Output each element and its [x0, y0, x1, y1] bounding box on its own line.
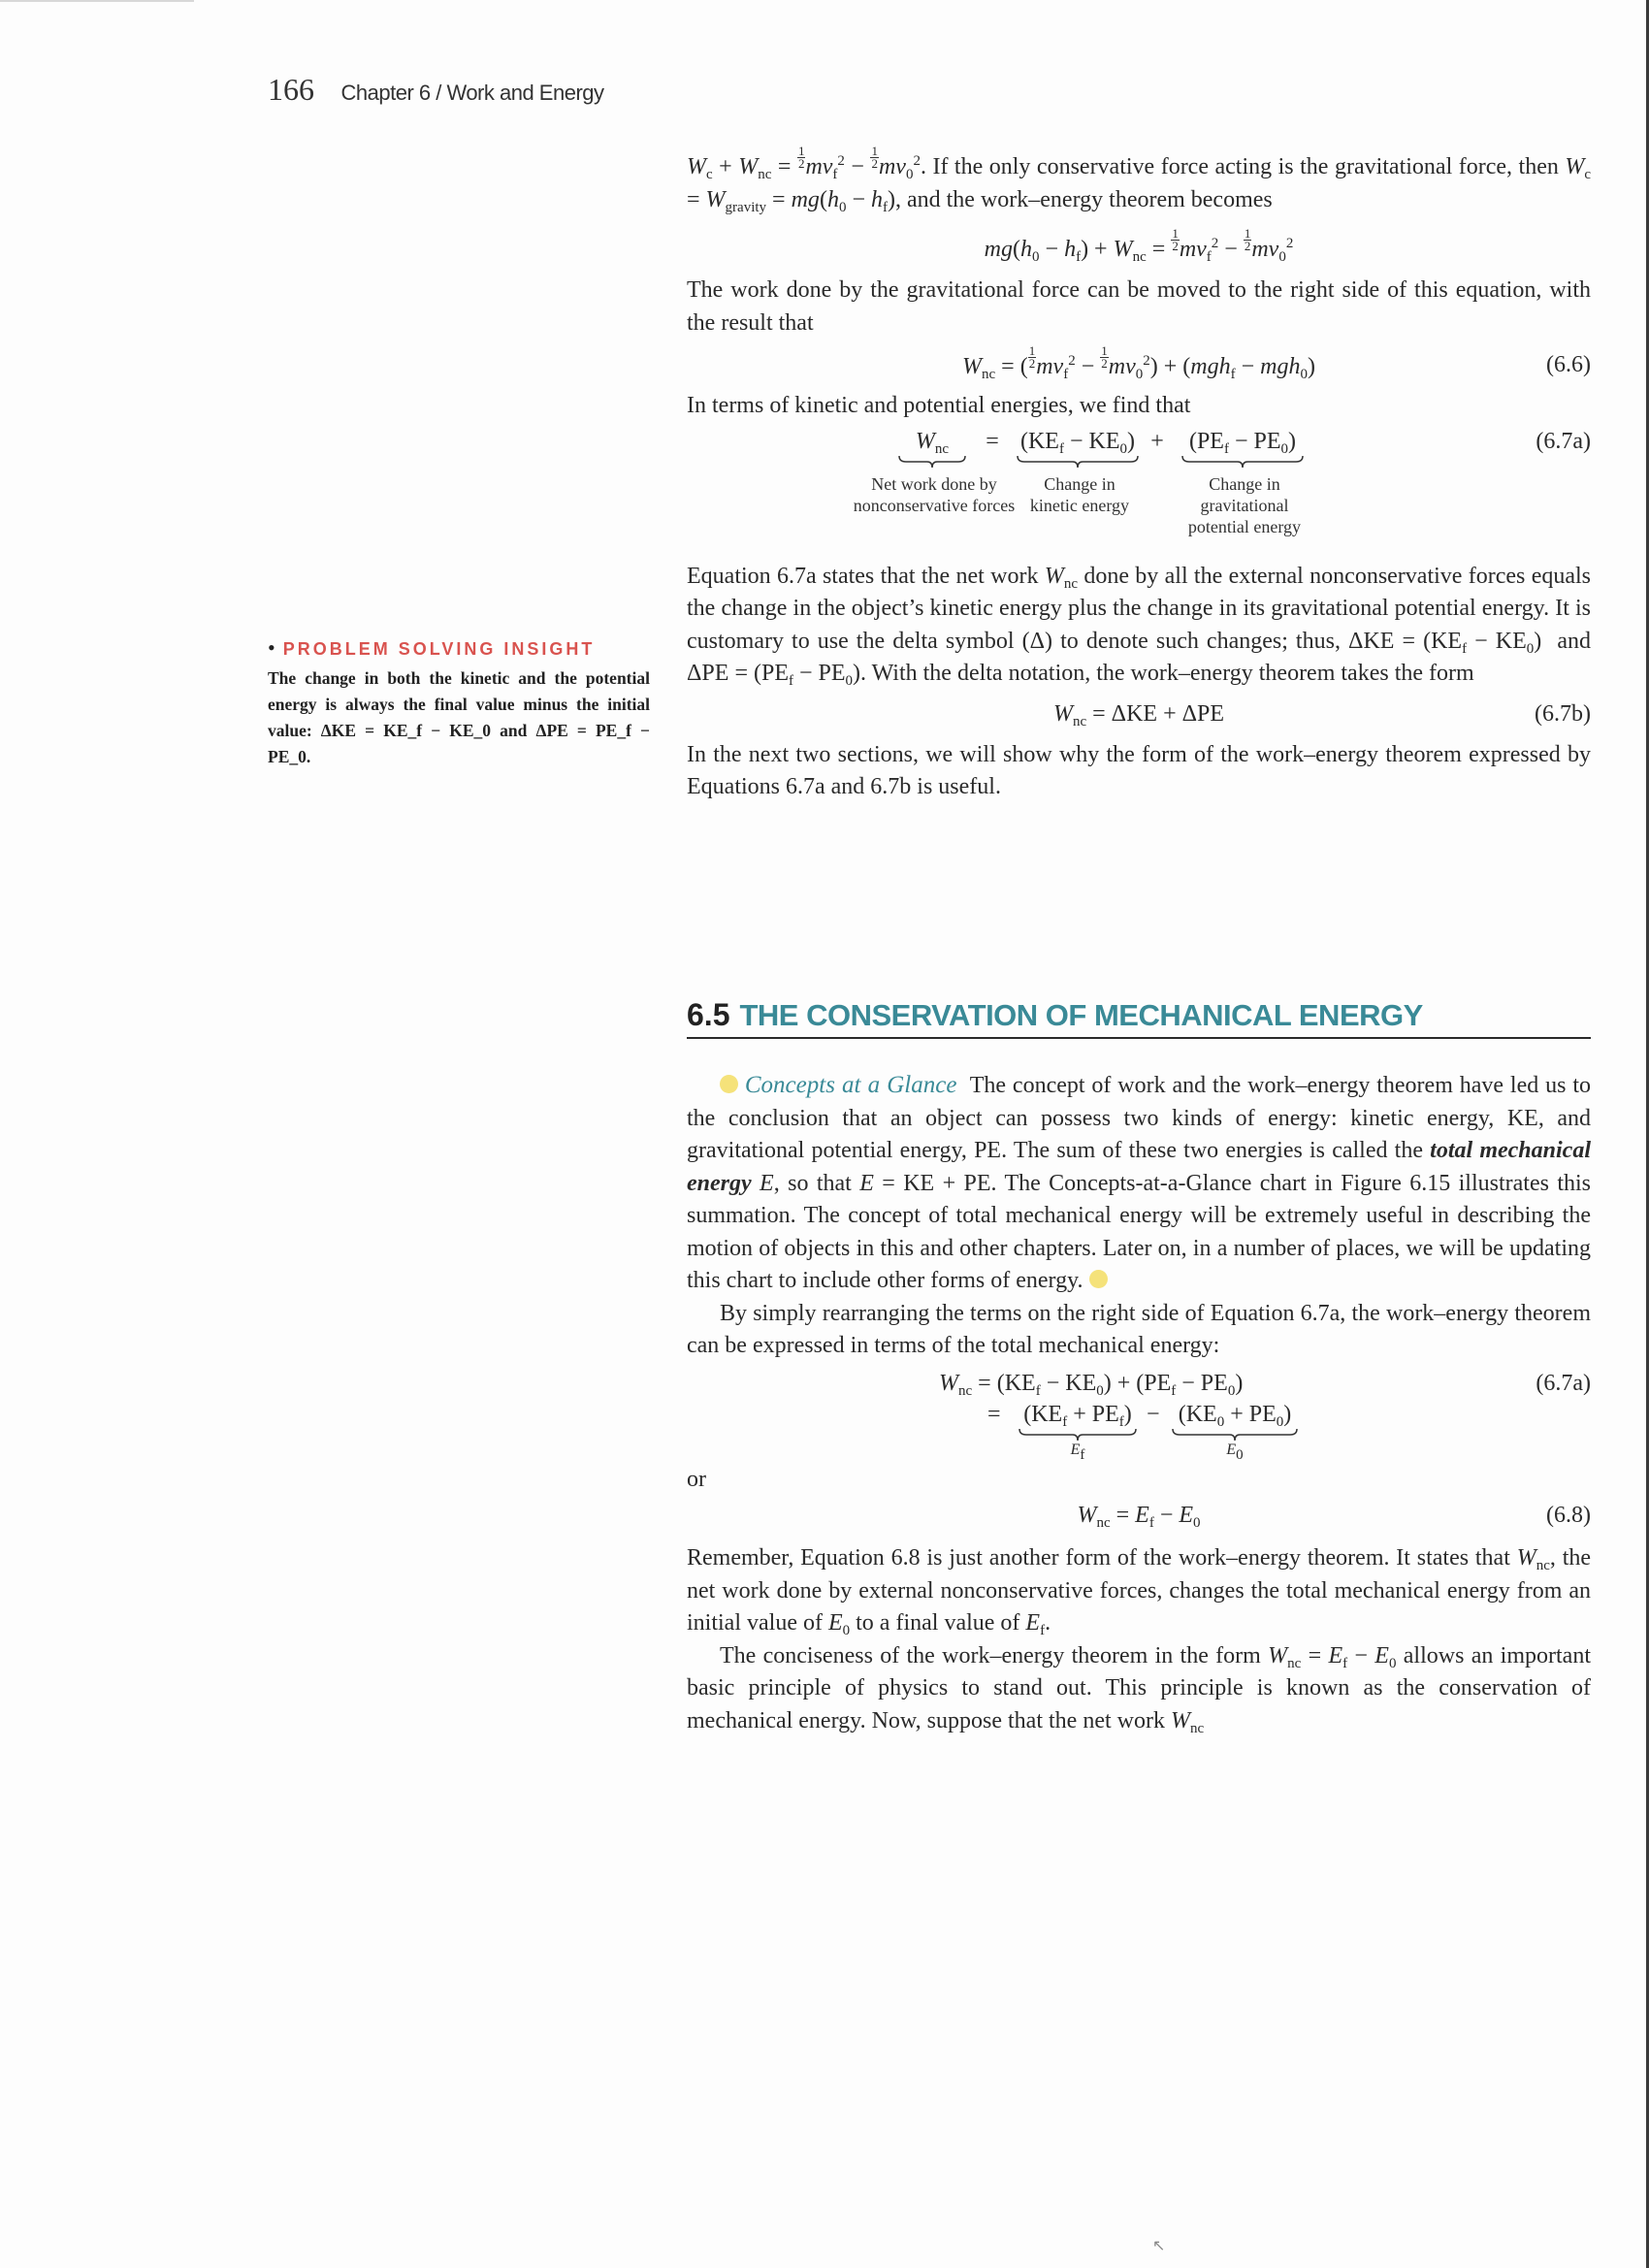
chapter-title: Chapter 6 / Work and Energy — [340, 81, 604, 105]
section-title: THE CONSERVATION OF MECHANICAL ENERGY — [739, 998, 1423, 1032]
p6-text-c: The Concepts-at-a-Glance chart in Figure 6.15 illustrates this summation. The concept of total mechanical energy will be extremely useful in describing the motion of objects in this and other chapters. Later on, in a number of places, we will be updating this chart to include other forms of energy. — [687, 1170, 1592, 1293]
p4-text-a: Equation 6.7a states that the net work — [687, 563, 1039, 589]
p9-text-b: allows an important basic principle of physics to stand out. This principle is known as the conservation of mechanical energy. Now, suppose that the net work — [687, 1642, 1592, 1733]
term-delta-pe: $(PE_f - PE_0)$ — [1181, 429, 1304, 469]
p6-text-a: The concept of work and the work–energy theorem have led us to the conclusion that an object can possess two kinds of energy: kinetic energy, KE, and gravitational potential energy, PE. The sum of these two energies is called the — [687, 1073, 1591, 1163]
term-wnc: $W_{nc}$ — [898, 429, 966, 469]
paragraph-7: By simply rearranging the terms on the right side of Equation 6.7a, the work–energy theorem can be expressed in terms of the total mechanical energy: — [687, 1300, 1591, 1358]
p9-text-a: The conciseness of the work–energy theorem in the form — [720, 1642, 1261, 1669]
insight-heading — [268, 635, 650, 661]
p6-text-b: so that — [788, 1170, 852, 1196]
insight-title: PROBLEM SOLVING INSIGHT — [282, 639, 596, 659]
insight-text: The change in both the kinetic and the potential energy is always the final value minus the initial value: ΔKE = KE_f − KE_0 and ΔPE = PE_f − PE_0. — [268, 668, 650, 766]
equation-6-7a-rearranged: $W_{nc} = (KE_f - KE_0) + (PE_f - PE_0)$ (6.7a) = $(KE_f + PE_f)$ $E_f$ − $(KE_0 + PE_0)$ $E_0$ — [939, 1370, 1591, 1463]
section-number: 6.5 — [687, 997, 730, 1032]
equation-number: (6.7a) — [1536, 1370, 1591, 1396]
p8-text-b: the net work done by external nonconservative forces, changes the total mechanical energy from an initial value of — [687, 1545, 1592, 1636]
section-body — [687, 1069, 1591, 1737]
label-potential: Change in gravitational potential energy — [1187, 473, 1302, 536]
equation-number: (6.8) — [1546, 1503, 1591, 1528]
concept-dot-icon — [1089, 1270, 1108, 1288]
scan-mark — [0, 0, 194, 2]
page-number: 166 — [268, 72, 314, 107]
term-delta-ke: $(KE_f - KE_0)$ — [1017, 429, 1139, 469]
p6-bold: total mechanical energy — [687, 1138, 1591, 1196]
cursor-icon: ↖ — [1152, 2236, 1166, 2254]
equation-6-8: $W_{nc} = E_f - E_0$ (6.8) — [687, 1496, 1591, 1535]
paragraph-1: $W_c + W_{nc}$ = $\frac{1}{2}$ $mv_f^2$ − $\frac{1}{2}$ $mv_0^2$. If the only conservative force acting is the gravitational force, then $W_c = W_{gravity} = mg(h_0 - h_f)$, and the work–energy theorem becomes — [687, 144, 1592, 215]
concept-dot-icon — [720, 1075, 738, 1093]
eq67b-expr: = ΔKE + ΔPE — [1092, 700, 1225, 727]
p4-text-b: done by all the external nonconservative forces equals the change in the object’s kinetic energy plus the change in its gravitational potential energy. It is customary to use the delta symbol (Δ) to denote such changes; thus, — [687, 563, 1592, 654]
equation-6-6: $W_{nc}$ = ( $\frac{1}{2}$ $mv_f^2$ − $\frac{1}{2}$ $mv_0^2) + (mgh_f - mgh_0)$ (6.6) — [962, 343, 1591, 382]
section-heading — [687, 997, 1591, 1039]
equation-unnumbered: $mg(h_0 - h_f) + W_{nc}$ = $\frac{1}{2}$ $mv_f^2$ − $\frac{1}{2}$ $mv_0^2$ — [984, 226, 1294, 265]
problem-solving-insight — [268, 635, 650, 770]
equation-number: (6.7b) — [1535, 700, 1591, 727]
paragraph-4: Equation 6.7a states that the net work $W_{nc}$ done by all the external nonconservative forces equals the change in the object’s kinetic energy plus the change in its gravitational potential energy. It is customary to use the delta symbol (Δ) to denote such changes; thus, $\Delta KE = (KE_f - KE_0)$ and $\Delta PE = (PE_f - PE_0)$. With the delta notation, the work–energy theorem takes the form — [687, 563, 1592, 689]
concepts-at-a-glance-label: Concepts at a Glance — [744, 1072, 957, 1098]
paragraph-5: In the next two sections, we will show why the form of the work–energy theorem expressed by Equations 6.7a and 6.7b is useful. — [687, 741, 1591, 799]
p8-text-a: Remember, Equation 6.8 is just another form of the work–energy theorem. It states that — [687, 1545, 1510, 1571]
paragraph-6: Concepts at a Glance The concept of work and the work–energy theorem have led us to the conclusion that an object can possess two kinds of energy: kinetic energy, KE, and gravitational potential energy, PE. The sum of these two energies is called the total mechanical energy E, so that E = KE + PE. The Concepts-at-a-Glance chart in Figure 6.15 illustrates this summation. The concept of total mechanical energy will be extremely useful in describing the motion of objects in this and other chapters. Later on, in a number of places, we will be updating this chart to include other forms of energy. — [687, 1072, 1592, 1293]
paragraph-9: The conciseness of the work–energy theorem in the form $W_{nc} = E_f - E_0$ allows an important basic principle of physics to stand out. This principle is known as the conservation of mechanical energy. Now, suppose that the net work $W_{nc}$ — [687, 1642, 1592, 1736]
equation-number: (6.7a) — [1536, 428, 1591, 454]
paragraph-3: In terms of kinetic and potential energies, we find that — [687, 393, 1191, 418]
equation-6-7b: $W_{nc} = \Delta KE + \Delta PE$ (6.7b) — [687, 695, 1591, 733]
label-net-work: Net work done by nonconservative forces — [853, 473, 1016, 515]
page-header — [268, 72, 604, 108]
p1-text: If the only conservative force acting is the gravitational force, then — [932, 154, 1559, 179]
main-column — [687, 146, 1591, 804]
equation-6-7a: $W_{nc}$ = $(KE_f - KE_0)$ + $(PE_f - PE_0)$ (6.7a) Net work done by nonconservative forces Change in kinetic energy Change in gravitational potential energy — [853, 428, 1591, 536]
p1-gravity-text: and the work–energy theorem becomes — [906, 186, 1273, 212]
paragraph-2: The work done by the gravitational force can be moved to the right side of this equation, with the result that — [687, 277, 1591, 336]
label-kinetic: Change in kinetic energy — [1029, 473, 1130, 515]
paragraph-8: Remember, Equation 6.8 is just another form of the work–energy theorem. It states that $W_{nc}$, the net work done by external nonconservative forces, changes the total mechanical energy from an initial value of $E_0$ to a final value of $E_f$. — [687, 1545, 1592, 1638]
p4-text-c: With the delta notation, the work–energy theorem takes the form — [871, 661, 1474, 686]
equation-number: (6.6) — [1546, 352, 1591, 377]
or-text: or — [687, 1466, 706, 1492]
bullet-icon: • — [268, 635, 275, 660]
p8-text-c: to a final value of — [856, 1610, 1020, 1636]
